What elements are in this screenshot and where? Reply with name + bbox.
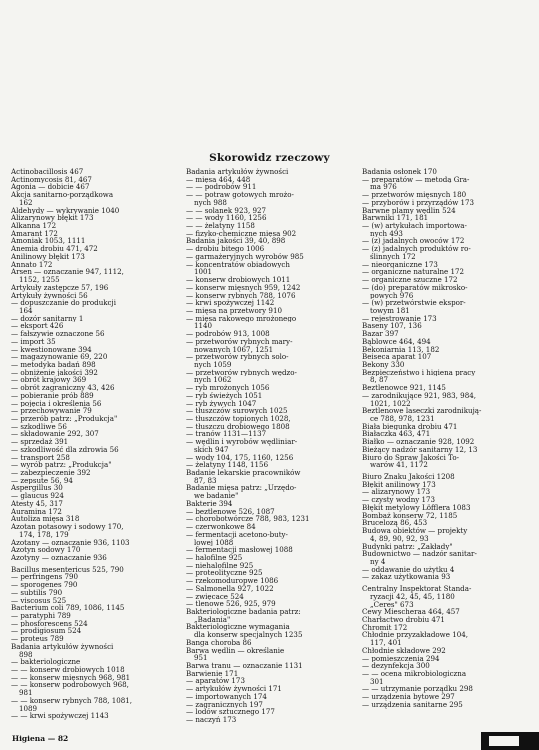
index-entry: 951 (194, 654, 208, 662)
index-entry: Actinobacillosis 467 (11, 168, 84, 176)
index-entry: — — żelatyny 1158 (186, 222, 255, 230)
index-entry: — glaucus 924 (11, 492, 64, 500)
index-entry: Chłodnie przyzakładowe 104, (362, 631, 469, 640)
index-entry: — przetworów mięsnych 180 (362, 191, 467, 199)
index-entry: — koncentratów obiadowych (186, 260, 290, 269)
index-entry: — fałszywie oznaczone 56 (11, 330, 105, 338)
index-entry: — transport 258 (11, 453, 70, 462)
index-entry: Beiseca aparat 107 (362, 353, 432, 361)
index-entry: — zarodnikujące 921, 983, 984, (362, 391, 476, 400)
index-entry: — przetworów rybnych solo- (186, 353, 289, 361)
index-entry: Baseny 107, 136 (362, 322, 422, 331)
index-entry: — przyborów i przyrządów 173 (362, 198, 475, 207)
index-entry: Badania artykułów żywności (11, 642, 114, 651)
index-entry: we badanie" (194, 492, 239, 500)
index-entry: Bakterie 394 (186, 499, 233, 508)
index-entry: — zepsute 56, 94 (11, 476, 73, 485)
index-entry: Chłodnie składowe 292 (362, 646, 446, 655)
index-entry: — lodów sztucznego 177 (186, 708, 275, 717)
index-entry: — fermentacji acetono-buty- (186, 530, 288, 539)
index-entry: Barwienie 171 (186, 669, 239, 678)
index-entry: — sporogenes 790 (11, 581, 78, 589)
index-entry: — proteolityczne 925 (186, 569, 263, 578)
index-entry: Bieżący nadzór sanitarny 12, 13 (362, 445, 478, 454)
index-entry: — (w) przetwórstwie ekspor- (362, 299, 466, 307)
index-entry: Badania jakości 39, 40, 898 (186, 237, 286, 246)
index-entry: Budynki patrz: „Zakłady" (362, 542, 453, 551)
index-entry: — — krwi spożywczej 1143 (11, 712, 109, 721)
index-entry: Badania artykułów żywności (186, 168, 289, 176)
index-entry: — przetworów rybnych mary- (186, 337, 293, 346)
index-entry: — sprzedaż 391 (11, 438, 69, 446)
index-entry: nowanych 1067, 1251 (194, 345, 274, 354)
index-entry: Agonia — dobicie 467 (11, 183, 90, 192)
index-entry: — urządzenia sanitarne 295 (362, 700, 463, 709)
index-entry: — konserw mięsnych 959, 1242 (186, 283, 301, 292)
index-entry: — zakaz użytkowania 93 (362, 573, 451, 582)
index-entry: — pomieszczenia 294 (362, 654, 440, 663)
index-entry: — pobieranie prób 889 (11, 391, 94, 400)
index-entry: Banga choroba 86 (186, 638, 252, 647)
index-entry: 1021, 1022 (370, 399, 411, 408)
index-entry: 1001 (194, 268, 213, 277)
index-entry: „Badania" (194, 615, 231, 624)
index-entry: Beztlenowe laseczki zarodnikują- (362, 407, 482, 415)
index-entry: — subtilis 790 (11, 588, 63, 597)
index-entry: — ryb mrożonych 1056 (186, 384, 270, 392)
index-entry: — przechowywanie 79 (11, 407, 92, 415)
index-entry: — preparatów — metodą Gra- (362, 175, 470, 184)
index-entry: Badania osłonek 170 (362, 168, 437, 176)
index-entry: — bakteriologiczne (11, 658, 81, 666)
index-entry: — (z) jadalnych owoców 172 (362, 237, 465, 246)
index-entry: — obniżenie jakości 392 (11, 368, 98, 377)
index-entry: towym 181 (370, 306, 410, 315)
index-entry: — artykułów żywności 171 (186, 685, 282, 693)
index-entry: Aldehydy — wykrywanie 1040 (11, 206, 120, 215)
index-entry: Azotany — oznaczanie 936, 1103 (11, 538, 130, 547)
index-entry: — dozór sanitarny 1 (11, 314, 84, 323)
index-entry: — drobiu bitego 1006 (186, 245, 265, 253)
index-entry: Akcja sanitarno-porządkowa (11, 191, 114, 199)
index-entry: 1089 (19, 704, 38, 713)
index-entry: — rzekomoduropwe 1086 (186, 577, 279, 585)
index-entry: — alizarynowy 173 (362, 488, 431, 497)
index-entry: — — konserw rybnych 788, 1081, (11, 696, 133, 705)
index-entry: nych 1059 (194, 360, 232, 369)
index-entry: — (do) preparatów mikrosko- (362, 283, 468, 292)
index-entry: — fizyko-chemiczne mięsa 902 (186, 229, 297, 238)
index-entry: — wyrób patrz: „Produkcja" (11, 461, 112, 470)
index-entry: — tłuszczów surowych 1025 (186, 407, 288, 415)
index-entry: 174, 178, 179 (19, 530, 69, 539)
index-entry: Beztlenowce 921, 1145 (362, 384, 446, 392)
index-entry: 1152, 1255 (19, 276, 60, 284)
index-entry: ny 4 (370, 557, 386, 566)
index-entry: — ryb świeżych 1051 (186, 391, 263, 400)
index-entry: — przetworów rybnych wędzo- (186, 368, 297, 377)
index-entry: — organiczne naturalne 172 (362, 268, 465, 277)
index-entry: — oddawanie do użytku 4 (362, 565, 455, 574)
index-entry: — — ocena mikrobiologiczna (362, 670, 467, 678)
index-entry: Barwa wędlin — określanie (186, 646, 285, 655)
index-entry: Bazar 397 (362, 330, 399, 338)
index-entry: Artykuły żywności 56 (11, 291, 88, 300)
index-entry: — mięsa rakowego mrożonego (186, 314, 297, 323)
index-entry: — import 35 (11, 337, 56, 346)
index-column-2 (186, 168, 351, 724)
index-entry: — wędlin i wyrobów wędliniar- (186, 438, 298, 446)
index-entry: „Ceres" 673 (370, 600, 414, 609)
index-entry: Błękit metylowy Löfflera 1083 (362, 503, 471, 512)
index-entry: ryzacji 42, 45, 45, 1180 (370, 592, 455, 601)
index-entry: Arsen — oznaczanie 947, 1112, (11, 268, 124, 277)
index-entry: — zwięcace 524 (186, 592, 244, 601)
index-entry: Bacterium coli 789, 1086, 1145 (11, 604, 125, 612)
index-entry: Auramina 172 (11, 507, 62, 516)
index-entry: — fermentacji masłowej 1088 (186, 546, 293, 554)
index-entry: Bekoniarnia 113, 182 (362, 345, 440, 354)
index-entry: — — wody 1160, 1256 (186, 214, 267, 223)
index-entry: — ryb żywych 1047 (186, 399, 257, 408)
index-entry: Chromit 172 (362, 623, 408, 632)
index-entry: warów 41, 1172 (370, 461, 428, 470)
index-entry: nych 493 (370, 229, 403, 238)
index-entry: — aparatów 173 (186, 677, 245, 686)
index-entry: — wody 104, 175, 1160, 1256 (186, 453, 294, 462)
index-entry: — garmażeryjnych wyrobów 985 (186, 252, 304, 261)
index-entry: — kwestionowane 394 (11, 345, 92, 354)
index-entry: — żelatyny 1148, 1156 (186, 461, 269, 470)
index-entry: — (z) jadalnych produktów ro- (362, 245, 471, 253)
index-entry: Barwniki 171, 181 (362, 214, 429, 223)
index-entry: Annato 172 (11, 260, 53, 269)
index-entry: — — podrobów 911 (186, 183, 257, 192)
index-entry: — zabezpieczenie 392 (11, 469, 91, 477)
index-entry: — mięsa 464, 448 (186, 175, 251, 184)
index-entry: Bakteriologiczne badania patrz: (186, 607, 301, 616)
index-entry: — obrót zagraniczny 43, 426 (11, 384, 115, 392)
index-entry: — phosforescens 524 (11, 619, 88, 628)
index-entry: — szkodliwe 56 (11, 422, 67, 431)
index-entry: nych 988 (194, 198, 227, 207)
index-entry: — pojęcia i określenia 56 (11, 399, 102, 408)
index-entry: Barwne plamy wędlin 524 (362, 206, 456, 215)
index-entry: 87, 83 (194, 476, 217, 485)
index-entry: Bezpieczeństwo i higiena pracy (362, 368, 476, 377)
index-entry: 164 (19, 306, 33, 315)
index-entry: — viscosus 525 (11, 596, 67, 605)
index-entry: Brucelozą 86, 453 (362, 519, 428, 528)
index-entry: Azotyny — oznaczanie 936 (11, 553, 107, 562)
index-entry: Cewy Miescheraa 464, 457 (362, 608, 460, 616)
index-entry: Bombaż konserw 72, 1185 (362, 511, 458, 520)
index-entry: lowej 1088 (194, 538, 234, 547)
index-entry: Budownictwo — nadzór sanitar- (362, 550, 477, 558)
index-entry: — — konserw drobiowych 1018 (11, 666, 125, 674)
index-entry: Badanie lekarskie pracowników (186, 469, 301, 477)
index-entry: ślinnych 172 (370, 252, 416, 261)
index-entry: — organiczne szuczne 172 (362, 276, 458, 284)
index-entry: — eksport 426 (11, 322, 64, 331)
index-entry: — tlenowe 526, 925, 979 (186, 600, 276, 608)
index-entry: — halofilne 925 (186, 553, 243, 562)
index-entry: Barwa tranu — oznaczanie 1131 (186, 662, 303, 670)
index-entry: — prodigiosum 524 (11, 627, 82, 636)
index-entry: — chorobotwórcze 788, 983, 1231 (186, 515, 310, 524)
index-entry: Alkanna 172 (11, 222, 57, 230)
index-entry: ma 976 (370, 183, 397, 192)
index-column-3 (362, 168, 532, 709)
index-entry: — czerwonkowe 84 (186, 523, 256, 531)
index-entry: Atesty 45, 317 (11, 499, 63, 508)
index-entry: Bacillus mesentericus 525, 790 (11, 565, 124, 574)
index-entry: — podrobów 913, 1008 (186, 330, 270, 338)
index-entry: Badanie mięsa patrz: „Urzędo- (186, 484, 297, 493)
index-entry: — naczyń 173 (186, 716, 237, 724)
index-entry: — beztlenowe 526, 1087 (186, 507, 275, 516)
index-entry: — (w) artykułach importowa- (362, 222, 467, 230)
page-title: Skorowidz rzeczowy (209, 152, 330, 164)
index-entry: — szkodliwość dla zdrowia 56 (11, 445, 119, 454)
index-entry: — przerób patrz: „Produkcja" (11, 415, 118, 423)
index-entry: Anilinowy błękit 173 (11, 252, 85, 261)
index-entry: — urządzenia bytowe 297 (362, 693, 455, 701)
index-entry: — — utrzymanie porządku 298 (362, 685, 473, 694)
index-entry: — dezynfekcja 300 (362, 662, 430, 670)
index-entry: — paratyphi 789 (11, 611, 71, 620)
index-entry: Alizarynowy błękit 173 (11, 214, 94, 223)
index-entry: powych 976 (370, 291, 414, 300)
index-entry: — tranów 1131—1137 (186, 430, 267, 439)
index-entry: — czysty wodny 173 (362, 496, 436, 504)
page-edge-tab (481, 732, 539, 750)
index-entry: Charłactwo drobiu 471 (362, 615, 445, 624)
index-entry: Błękit anilinowy 173 (362, 480, 436, 489)
index-entry: 898 (19, 650, 33, 659)
index-entry: Azotan potasowy i sodowy 170, (11, 523, 124, 531)
index-entry: — importowanych 174 (186, 692, 267, 701)
index-entry: — składowanie 292, 307 (11, 430, 99, 439)
index-entry: — magazynowanie 69, 220 (11, 353, 108, 361)
index-entry: Bakteriologiczne wymagania (186, 623, 290, 632)
index-entry: Artykuły zastępcze 57, 196 (11, 283, 109, 292)
index-entry: — konserw drobiowych 1011 (186, 276, 291, 284)
index-entry: — — potraw gotowych mrożo- (186, 191, 294, 199)
index-entry: Białaczka 463, 471 (362, 430, 431, 439)
index-entry: — obrót krajowy 369 (11, 376, 87, 385)
index-entry: — zagranicznych 197 (186, 700, 263, 709)
index-entry: — konserw rybnych 788, 1076 (186, 291, 296, 300)
index-entry: — perfringens 790 (11, 573, 79, 582)
index-entry: Anemia drobiu 471, 472 (11, 245, 98, 253)
index-entry: 301 (370, 677, 384, 686)
index-entry: Bąblowce 464, 494 (362, 337, 431, 346)
index-entry: — nieorganiczne 173 (362, 260, 438, 269)
index-entry: — proteus 789 (11, 635, 64, 643)
index-entry: — metodyka badań 898 (11, 360, 96, 369)
index-entry: Budowa obiektów — projekty (362, 527, 468, 535)
index-entry: skich 947 (194, 445, 229, 454)
index-entry: 981 (19, 689, 33, 697)
index-entry: — niehalofilne 925 (186, 561, 254, 570)
index-entry: 8, 87 (370, 376, 389, 385)
index-entry: Centralny Inspektorat Standa- (362, 585, 472, 593)
index-entry: dla konserw specjalnych 1235 (194, 631, 303, 639)
index-entry: — tłuszczu drobiowego 1808 (186, 422, 290, 431)
index-entry: 1140 (194, 322, 213, 331)
index-entry: — mięsa na przetwory 910 (186, 306, 282, 315)
index-entry: 117, 401 (370, 639, 402, 647)
index-entry: — Salmonella 927, 1022 (186, 584, 274, 593)
index-entry: — tłuszczów topionych 1028, (186, 415, 291, 423)
index-entry: Biuro Znaku Jakości 1208 (362, 473, 455, 481)
page-footer: Higiena — 82 (12, 734, 69, 743)
index-entry: — dopuszczanie do produkcji (11, 299, 116, 307)
index-entry: — — konserw mięsnych 968, 981 (11, 673, 131, 682)
index-entry: 4, 89, 90, 92, 93 (370, 534, 429, 543)
index-entry: — rejestrowanie 173 (362, 314, 437, 323)
index-entry: Bekony 330 (362, 360, 405, 369)
index-entry: Biuro do Spraw Jakości To- (362, 453, 460, 462)
index-entry: ce 788, 978, 1231 (370, 415, 435, 423)
index-entry: Azotyn sodowy 170 (11, 546, 81, 554)
index-entry: Amarant 172 (11, 229, 58, 238)
index-entry: — krwi spożywczej 1142 (186, 299, 275, 307)
index-entry: Actinomycosis 81, 467 (11, 175, 92, 184)
index-column-1 (11, 168, 174, 720)
index-entry: 162 (19, 198, 33, 207)
index-entry: — — solanek 923, 927 (186, 206, 267, 215)
index-entry: nych 1062 (194, 376, 232, 385)
index-entry: Aspergillus 30 (11, 484, 63, 493)
index-entry: — — konserw podrobowych 968, (11, 681, 129, 690)
index-entry: Biała biegunka drobiu 471 (362, 422, 458, 431)
index-entry: Białko — oznaczanie 928, 1092 (362, 438, 475, 446)
index-entry: Autoliza mięsa 318 (11, 515, 80, 524)
index-entry: Amoniak 1053, 1111 (11, 237, 86, 246)
